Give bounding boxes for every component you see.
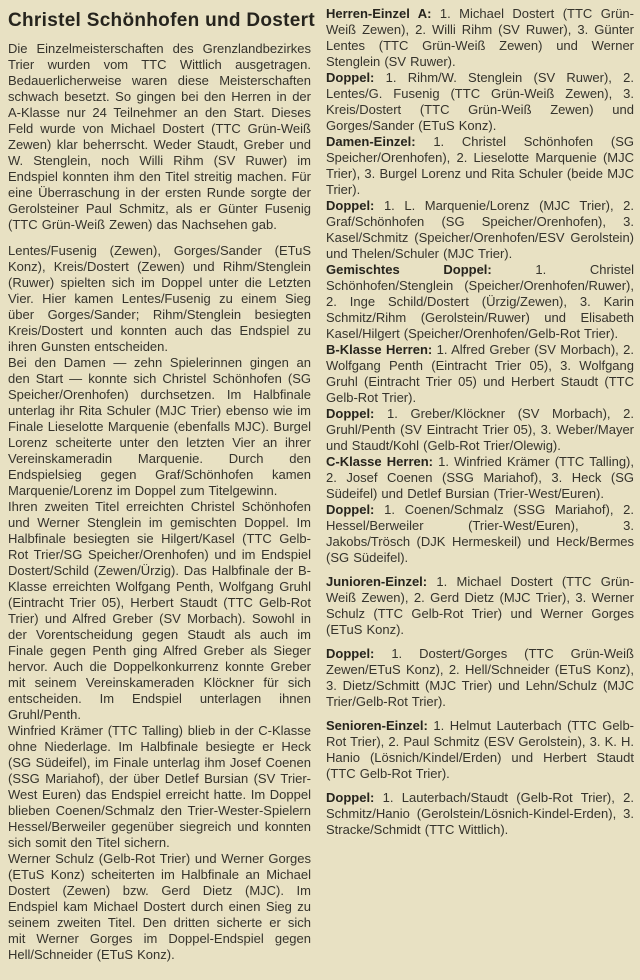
result-category-label: Doppel: <box>326 646 375 661</box>
article-column <box>8 6 315 963</box>
result-category-label: B-Klasse Herren: <box>326 342 433 357</box>
article-paragraph: Werner Schulz (Gelb-Rot Trier) und Werner Gorges (ETuS Konz) scheiterten im Halbfinale an Michael Dostert (Zewen) bzw. Gerd Dietz (MJC). Im Endspiel kam Michael Dostert durch einen Sieg zu seinem zweiten Titel. Den dritten sicherte er sich mit Werner Gorges im Doppel-Endspiel gegen Hell/Schneider (ETuS Konz). <box>8 850 311 962</box>
result-text: 1. Christel Schönhofen (SG Speicher/Orenhofen), 2. Lieselotte Marquenie (MJC Trier), 3. Burgel Lorenz und Rita Schuler (beide MJC Trier). <box>326 134 634 197</box>
result-entry <box>326 790 634 838</box>
article-paragraph: Ihren zweiten Titel erreichten Christel Schönhofen und Werner Stenglein im gemischten Doppel. Im Halbfinale besiegten sie Hilgert/Kasel (TTC Gelb-Rot Trier/SG Speicher/Orenhofen) und im Endspiel Dostert/Schild (Zewen/Ürzig). Das Halbfinale der B-Klasse erreichten Wolfgang Penth, Wolfgang Gruhl (Eintracht Trier 05), Herbert Staudt (TTC Gelb-Rot Trier) und Alfred Greber (SV Morbach). Sowohl in der Vorentscheidung gegen Staudt als auch im Finale gegen Penth ging Alfred Greber als Sieger hervor. Auch die Doppelkonkurrenz konnte Greber mit seinem Vereinskameraden Klöckner für sich entscheiden. Im Endspiel unterlagen ihnen Gruhl/Penth. <box>8 498 311 722</box>
result-entry <box>326 6 634 70</box>
result-entry <box>326 646 634 710</box>
result-category-label: Doppel: <box>326 70 375 85</box>
result-entry <box>326 454 634 502</box>
result-text: 1. Coenen/Schmalz (SSG Mariahof), 2. Hessel/Berweiler (Trier-West/Euren), 3. Jakobs/Trösch (DJK Hermeskeil) und Heck/Bermes (SG Südeifel). <box>326 502 634 565</box>
result-category-label: Damen-Einzel: <box>326 134 416 149</box>
result-text: 1. Christel Schönhofen/Stenglein (Speicher/Orenhofen/Ruwer), 2. Inge Schild/Dostert (Ürzig/Zewen), 3. Karin Schmitz/Rihm (Gerolstein/Ruwer) und Elisabeth Kasel/Hilgert (Speicher/Orenhofen/Gelb-Rot Trier). <box>326 262 634 341</box>
result-text: 1. Lauterbach/Staudt (Gelb-Rot Trier), 2. Schmitz/Hanio (Gerolstein/Lösnich-Kindel-Erden), 3. Stracke/Schmidt (TTC Wittlich). <box>326 790 634 837</box>
results-column <box>326 6 634 963</box>
result-entry <box>326 198 634 262</box>
article-paragraph: Bei den Damen — zehn Spielerinnen gingen an den Start — konnte sich Christel Schönhofen (SG Speicher/Orenhofen) durchsetzen. Im Halbfinale unterlag ihr Rita Schuler (MJC Trier) ebenso wie im Finale Lieselotte Marquenie (ebenfalls MJC). Burgel Lorenz scheiterte unter den letzten Vier an ihrer Vereinskameradin Marquenie. Durch den Endspielsieg gegen Graf/Schönhofen kamen Marquenie/Lorenz im Doppel zum Titelgewinn. <box>8 354 311 498</box>
article-paragraph: Die Einzelmeisterschaften des Grenzlandbezirkes Trier wurden vom TTC Wittlich ausgetragen. Bedauerlicherweise waren diese Meisterschaften schwach besetzt. So gingen bei den Herren in der A-Klasse nur 24 Teilnehmer an den Start. Dieses Feld wurde von Michael Dostert (TTC Grün-Weiß Zewen) klar beherrscht. Weder Staudt, Greber und W. Stenglein, noch Willi Rihm (SV Ruwer) im Endspiel konnten ihm den Titel streitig machen. Für eine Überraschung in der ersten Runde sorgte der Gerolsteiner Paul Schmitz, als er Günter Fusenig (TTC Grün-Weiß Zewen) das Nachsehen gab. <box>8 40 311 232</box>
result-category-label: Herren-Einzel A: <box>326 6 432 21</box>
result-text: 1. Greber/Klöckner (SV Morbach), 2. Gruhl/Penth (SV Eintracht Trier 05), 3. Weber/Mayer und Staudt/Kohl (Gelb-Rot Trier/Olewig). <box>326 406 634 453</box>
result-entry <box>326 718 634 782</box>
result-text: 1. Helmut Lauterbach (TTC Gelb-Rot Trier), 2. Paul Schmitz (ESV Gerolstein), 3. K. H. Hanio (Lösnich/Kindel/Erden) und Herbert Staudt (TTC Gelb-Rot Trier). <box>326 718 634 781</box>
result-text: 1. Alfred Greber (SV Morbach), 2. Wolfgang Penth (Eintracht Trier 05), 3. Wolfgang Gruhl (Eintracht Trier 05) und Herbert Staudt (TTC Gelb-Rot Trier). <box>326 342 634 405</box>
result-text: 1. Michael Dostert (TTC Grün-Weiß Zewen), 2. Gerd Dietz (MJC Trier), 3. Werner Schulz (TTC Gelb-Rot Trier) und Werner Gorges (ETuS Konz). <box>326 574 634 637</box>
result-text: 1. Michael Dostert (TTC Grün-Weiß Zewen), 2. Willi Rihm (SV Ruwer), 3. Günter Lentes (TTC Grün-Weiß Zewen) und Werner Stenglein (SV Ruwer). <box>326 6 634 69</box>
result-category-label: Doppel: <box>326 406 375 421</box>
article-headline: Christel Schönhofen und Dostert <box>8 10 315 31</box>
result-entry <box>326 574 634 638</box>
result-entry <box>326 406 634 454</box>
article-paragraph: Winfried Krämer (TTC Talling) blieb in der C-Klasse ohne Niederlage. Im Halbfinale besiegte er Heck (SG Südeifel), im Finale unterlag ihm Josef Coenen (SSG Mariahof), der über Detlef Bursian (SV Trier-West Euren) das Endspiel erreicht hatte. Im Doppel blieben Coenen/Schmalz den Trier-Wester-Spielern Hessel/Berweiler gegenüber siegreich und konnten sich somit den Titel sichern. <box>8 722 311 850</box>
result-text: 1. L. Marquenie/Lorenz (MJC Trier), 2. Graf/Schönhofen (SG Speicher/Orenhofen), 3. Kasel/Schmitz (Speicher/Orenhofen/ESV Gerolstein) und Thelen/Schuler (MJC Trier). <box>326 198 634 261</box>
article-paragraph: Lentes/Fusenig (Zewen), Gorges/Sander (ETuS Konz), Kreis/Dostert (Zewen) und Rihm/Stenglein (Ruwer) spielten sich im Doppel unter die Letzten Vier. Hier kamen Lentes/Fusenig zu einem Sieg über Gorges/Sander; Rihm/Stenglein besiegten Kreis/Dostert und konnten auch das Endspiel zu ihren Gunsten entscheiden. <box>8 242 311 354</box>
result-entry <box>326 70 634 134</box>
result-entry <box>326 262 634 342</box>
result-text: 1. Winfried Krämer (TTC Talling), 2. Josef Coenen (SSG Mariahof), 3. Heck (SG Südeifel) und Detlef Bursian (Trier-West/Euren). <box>326 454 634 501</box>
result-entry <box>326 502 634 566</box>
result-text: 1. Rihm/W. Stenglein (SV Ruwer), 2. Lentes/G. Fusenig (TTC Grün-Weiß Zewen), 3. Kreis/Dostert (TTC Grün-Weiß Zewen) und Gorges/Sander (ETuS Konz). <box>326 70 634 133</box>
result-category-label: Doppel: <box>326 790 375 805</box>
result-category-label: Doppel: <box>326 502 375 517</box>
result-category-label: Doppel: <box>326 198 375 213</box>
result-category-label: Junioren-Einzel: <box>326 574 428 589</box>
result-entry <box>326 134 634 198</box>
result-category-label: C-Klasse Herren: <box>326 454 434 469</box>
result-entry <box>326 342 634 406</box>
result-text: 1. Dostert/Gorges (TTC Grün-Weiß Zewen/ETuS Konz), 2. Hell/Schneider (ETuS Konz), 3. Dietz/Schmitt (MJC Trier) und Lehn/Schulz (MJC Trier/Gelb-Rot Trier). <box>326 646 634 709</box>
result-category-label: Gemischtes Doppel: <box>326 262 492 277</box>
result-category-label: Senioren-Einzel: <box>326 718 428 733</box>
